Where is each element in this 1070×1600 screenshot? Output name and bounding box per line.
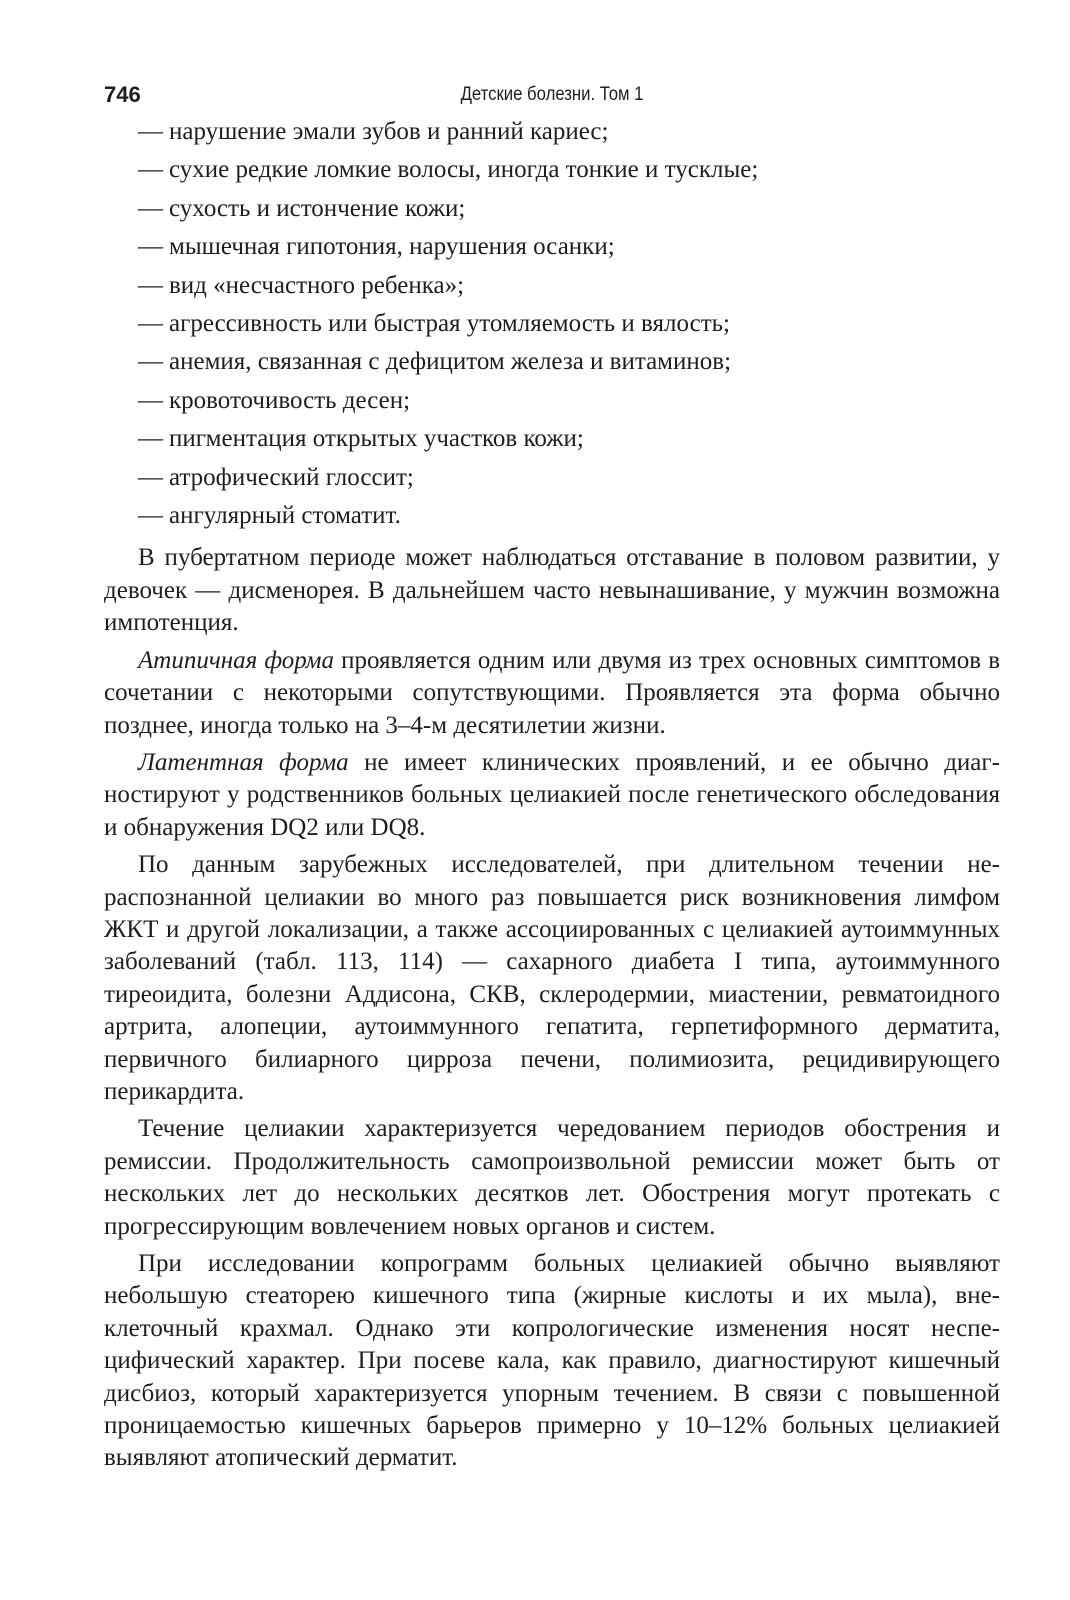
list-item (104, 346, 1000, 378)
paragraph-course: Течение целиакии характеризуется чередованием периодов обострения и ремиссии. Продолжительность самопроизвольной ремиссии может быть от нескольких лет до нескольких десятков лет. Обострения могут протекать с прогрессирующим вовлечением новых органов и систем. (104, 1115, 1000, 1240)
paragraph-latent-form (104, 747, 1000, 844)
paragraph-atypical-text: проявляется одним или двумя из трех основных симптомов в сочетании с некоторыми сопутствующими. Проявляется эта форма обычно позднее, иногда только на 3–4-м десятилетии жизни. (104, 646, 1000, 739)
dash: — (138, 348, 163, 376)
paragraph-coprogram: При исследовании копрограмм больных целиакией обычно выявляют небольшую стеаторею кишечного типа (жирные кислоты и их мыла), внеклеточный крахмал. Однако эти копрологические изменения носят неспецифический характер. При посеве кала, как правило, диагностируют кишечный дисбиоз, который характеризуется упорным течением. В связи с повышенной проницаемостью кишечных барьеров примерно у 10–12% больных целиакией выявляют атопический дерматит. (104, 1250, 1000, 1472)
list-item (104, 116, 1000, 148)
list-item (104, 154, 1000, 186)
dash: — (138, 271, 163, 299)
dash: — (138, 156, 163, 184)
dash: — (138, 233, 163, 261)
list-item-text: нарушение эмали зубов и ранний кариес; (169, 118, 609, 145)
list-item (104, 385, 1000, 417)
list-item-text: мышечная гипотония, нарушения осанки; (169, 233, 615, 261)
list-item (104, 231, 1000, 263)
list-item-text: сухость и истончение кожи; (169, 194, 466, 222)
paragraph-foreign-research: По данным зарубежных исследователей, при длительном течении нераспознанной целиакии во много раз повышается риск возникновения лимфом ЖКТ и другой локализации, а также ассоциированных с целиакией аутоиммунных заболеваний (табл. 113, 114) — сахарного диабета I типа, аутоиммунного тиреоидита, болезни Аддисона, СКВ, склеродермии, миастении, ревматоидного артрита, алопеции, аутоиммунного гепатита, герпетиформного дерматита, первичного билиарного цирроза печени, полимиозита, рецидивирующего перикардита. (104, 851, 1000, 1105)
list-item-text: пигментация открытых участков кожи; (169, 425, 584, 453)
list-item-text: вид «несчастного ребенка»; (169, 271, 465, 299)
list-item (104, 462, 1000, 494)
list-item-text: атрофический глоссит; (169, 463, 414, 491)
list-item (104, 270, 1000, 302)
dash: — (138, 425, 163, 453)
dash: — (138, 386, 163, 414)
dash: — (138, 118, 163, 145)
list-item-text: сухие редкие ломкие волосы, иногда тонкие и тусклые; (169, 156, 759, 184)
list-item-text: агрессивность или быстрая утомляемость и вялость; (169, 310, 730, 338)
list-item-text: ангулярный стоматит. (169, 502, 401, 530)
book-title: Детские болезни. Том 1 (460, 84, 644, 105)
dash: — (138, 310, 163, 338)
page-number: 746 (104, 82, 141, 107)
document-page (104, 80, 1000, 1480)
page-body (104, 116, 1000, 1475)
paragraph-puberty: В пубертатном периоде может наблюдаться отставание в половом развитии, у девочек — дисменорея. В дальнейшем часто невынашивание, у мужчин возможна импотенция. (104, 544, 1000, 637)
symptom-list (104, 116, 1000, 532)
list-item-text: анемия, связанная с дефицитом железа и витаминов; (169, 348, 732, 376)
dash: — (138, 502, 163, 530)
dash: — (138, 463, 163, 491)
running-head (104, 80, 1000, 116)
list-item (104, 193, 1000, 225)
paragraph-atypical-form (104, 645, 1000, 742)
term-latent-form: Латентная форма (138, 748, 349, 776)
list-item (104, 500, 1000, 532)
term-atypical-form: Атипичная форма (138, 646, 334, 674)
list-item-text: кровоточивость десен; (169, 386, 411, 414)
paragraph-latent-text: не имеет клинических проявлений, и ее обычно диагностируют у родственников больных целиакией после генетического обследования и обнаружения DQ2 или DQ8. (104, 748, 1000, 841)
list-item (104, 423, 1000, 455)
list-item (104, 308, 1000, 340)
dash: — (138, 194, 163, 222)
